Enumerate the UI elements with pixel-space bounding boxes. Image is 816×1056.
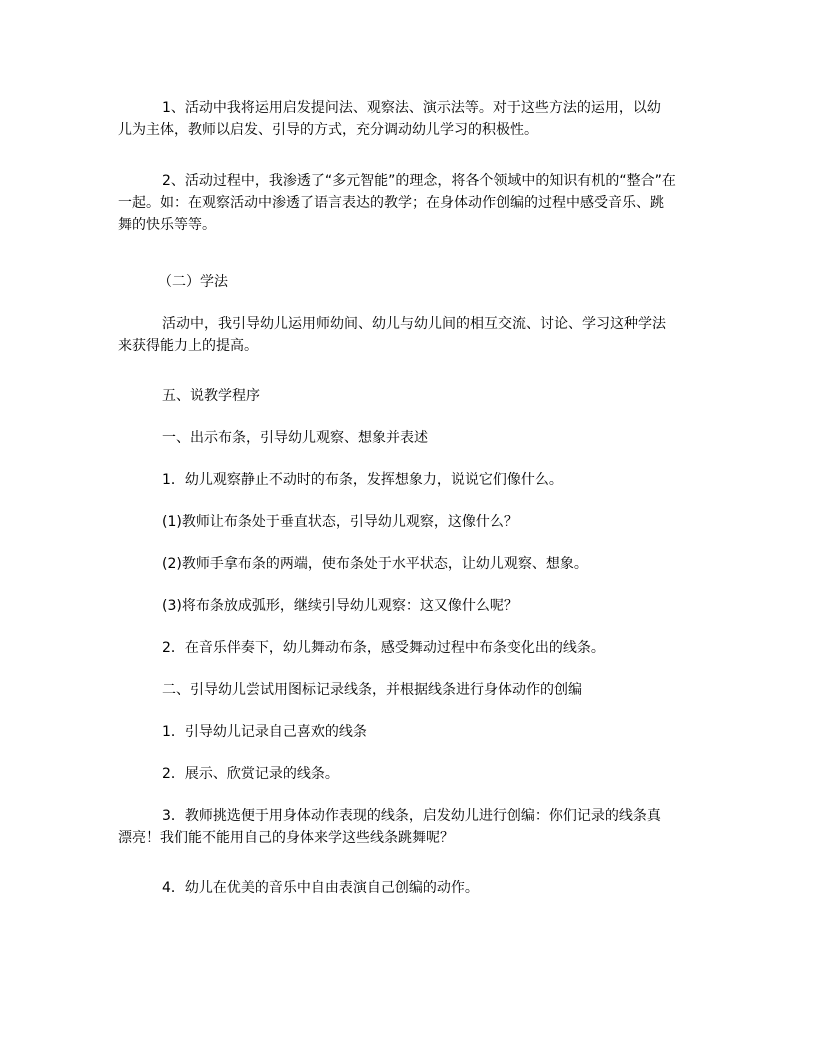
- text-line: 二、引导幼儿尝试用图标记录线条，并根据线条进行身体动作的创编: [162, 682, 582, 698]
- text-line: 2、活动过程中，我渗透了“多元智能”的理念，将各个领域中的知识有机的“整合”在: [162, 173, 676, 189]
- list-item: [118, 553, 698, 575]
- text-line: 一、出示布条，引导幼儿观察、想象并表述: [162, 430, 428, 446]
- text-line: 1．引导幼儿记录自己喜欢的线条: [162, 724, 367, 740]
- list-item: [118, 637, 698, 659]
- text-line: 3．教师挑选便于用身体动作表现的线条，启发幼儿进行创编：你们记录的线条真: [162, 808, 661, 824]
- text-line: 2．在音乐伴奏下，幼儿舞动布条，感受舞动过程中布条变化出的线条。: [162, 640, 605, 656]
- step-heading-two: [118, 679, 698, 701]
- list-item: [118, 511, 698, 533]
- text-line: 一起。如：在观察活动中渗透了语言表达的教学；在身体动作创编的过程中感受音乐、跳: [118, 195, 664, 211]
- text-line: 来获得能力上的提高。: [118, 338, 258, 354]
- text-line: 活动中，我引导幼儿运用师幼间、幼儿与幼儿间的相互交流、讨论、学习这种学法: [162, 316, 666, 332]
- text-line: 漂亮！我们能不能用自己的身体来学这些线条跳舞呢？: [118, 830, 454, 846]
- list-item: [118, 595, 698, 617]
- section-heading-learning-methods: [118, 271, 698, 293]
- text-line: 2．展示、欣赏记录的线条。: [162, 766, 339, 782]
- text-line: (2)教师手拿布条的两端，使布条处于水平状态，让幼儿观察、想象。: [162, 556, 588, 572]
- text-line: 4．幼儿在优美的音乐中自由表演自己创编的动作。: [162, 880, 479, 896]
- text-line: （二）学法: [158, 274, 228, 290]
- paragraph-learning-methods: [118, 313, 698, 357]
- text-line: 儿为主体，教师以启发、引导的方式，充分调动幼儿学习的积极性。: [118, 122, 538, 138]
- list-item: [118, 721, 698, 743]
- paragraph-multiple-intelligences: [118, 170, 698, 236]
- section-heading-teaching-procedure: [118, 385, 698, 407]
- text-line: 舞的快乐等等。: [118, 217, 216, 233]
- list-item: [118, 469, 698, 491]
- text-line: 五、说教学程序: [162, 388, 260, 404]
- list-item: [118, 805, 698, 849]
- list-item: [118, 763, 698, 785]
- paragraph-teaching-methods: [118, 97, 698, 141]
- text-line: (3)将布条放成弧形，继续引导幼儿观察：这又像什么呢？: [162, 598, 518, 614]
- text-line: 1、活动中我将运用启发提问法、观察法、演示法等。对于这些方法的运用，以幼: [162, 100, 661, 116]
- text-line: (1)教师让布条处于垂直状态，引导幼儿观察，这像什么？: [162, 514, 518, 530]
- step-heading-one: [118, 427, 698, 449]
- list-item: [118, 877, 698, 899]
- text-line: 1．幼儿观察静止不动时的布条，发挥想象力，说说它们像什么。: [162, 472, 563, 488]
